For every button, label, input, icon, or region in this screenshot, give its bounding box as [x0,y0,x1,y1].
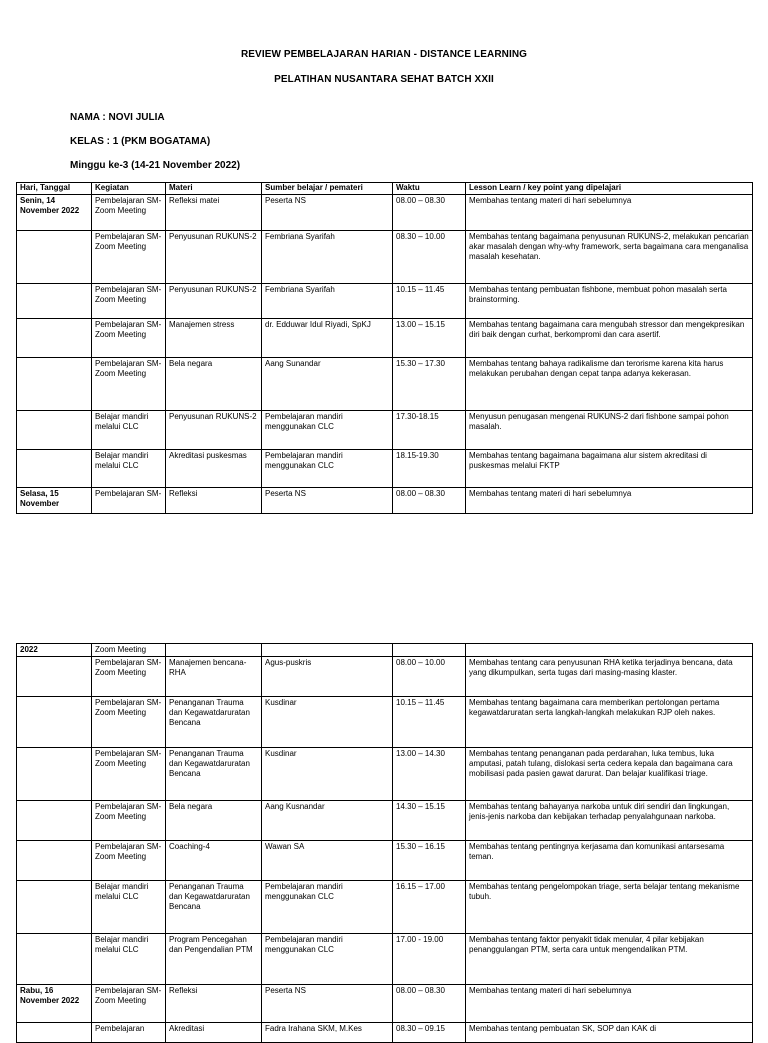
cell-waktu: 16.15 – 17.00 [393,881,466,934]
week-label: Minggu ke-3 (14-21 November 2022) [70,160,241,171]
column-header: Waktu [393,183,466,195]
cell-lesson: Membahas tentang materi di hari sebelumnya [466,488,753,514]
cell-day [17,411,92,450]
cell-waktu: 08.00 – 08.30 [393,488,466,514]
table-row [17,284,753,319]
cell-day [17,231,92,284]
cell-materi: Penyusunan RUKUNS-2 [166,411,262,450]
cell-lesson: Membahas tentang cara penyusunan RHA ketika terjadinya bencana, data yang dikumpulkan, serta tugas dari masing-masing klaster. [466,657,753,697]
cell-lesson: Membahas tentang pengelompokan triage, serta belajar tentang mekanisme tubuh. [466,881,753,934]
cell-day [17,284,92,319]
cell-lesson: Membahas tentang faktor penyakit tidak menular, 4 pilar kebijakan penanggulangan PTM, serta cara untuk mengendalikan PTM. [466,934,753,985]
cell-day: 2022 [17,644,92,657]
cell-sumber: Agus-puskris [262,657,393,697]
cell-lesson: Membahas tentang bagaimana penyusunan RUKUNS-2, melakukan pencarian akar masalah dengan why-why framework, serta bagaimana cara menganalisa masalah kesehatan. [466,231,753,284]
cell-materi: Penanganan Trauma dan Kegawatdaruratan Bencana [166,881,262,934]
cell-day [17,881,92,934]
cell-kegiatan: Zoom Meeting [92,644,166,657]
schedule-table-page2 [16,643,753,1043]
cell-sumber: Pembelajaran mandiri menggunakan CLC [262,411,393,450]
cell-materi: Program Pencegahan dan Pengendalian PTM [166,934,262,985]
document-subtitle: PELATIHAN NUSANTARA SEHAT BATCH XXII [274,74,494,85]
table-row [17,1023,753,1043]
cell-kegiatan: Pembelajaran SM- Zoom Meeting [92,841,166,881]
cell-lesson: Membahas tentang materi di hari sebelumnya [466,195,753,231]
cell-waktu: 17.30-18.15 [393,411,466,450]
cell-sumber: Pembelajaran mandiri menggunakan CLC [262,934,393,985]
cell-materi: Penyusunan RUKUNS-2 [166,284,262,319]
cell-lesson: Menyusun penugasan mengenai RUKUNS-2 dari fishbone sampai pohon masalah. [466,411,753,450]
cell-day [17,801,92,841]
cell-kegiatan: Pembelajaran SM- Zoom Meeting [92,284,166,319]
cell-waktu: 14.30 – 15.15 [393,801,466,841]
cell-day [17,841,92,881]
cell-waktu: 10.15 – 11.45 [393,284,466,319]
cell-kegiatan: Belajar mandiri melalui CLC [92,881,166,934]
cell-materi: Akreditasi puskesmas [166,450,262,488]
cell-sumber: Kusdinar [262,697,393,748]
cell-sumber: dr. Edduwar Idul Riyadi, SpKJ [262,319,393,358]
cell-waktu: 15.30 – 17.30 [393,358,466,411]
cell-sumber: Fembriana Syarifah [262,231,393,284]
cell-lesson: Membahas tentang bahayanya narkoba untuk diri sendiri dan lingkungan, jenis-jenis narkoba dan kebijakan terhadap penyalahgunaan narkoba. [466,801,753,841]
cell-materi: Refleksi matei [166,195,262,231]
table-row [17,358,753,411]
cell-waktu [393,644,466,657]
student-name: NAMA : NOVI JULIA [70,112,165,123]
cell-kegiatan: Pembelajaran SM- Zoom Meeting [92,657,166,697]
column-header: Kegiatan [92,183,166,195]
cell-sumber: Fembriana Syarifah [262,284,393,319]
cell-materi: Refleksi [166,985,262,1023]
table-row [17,488,753,514]
cell-waktu: 17.00 - 19.00 [393,934,466,985]
cell-materi [166,644,262,657]
cell-kegiatan: Pembelajaran SM- Zoom Meeting [92,801,166,841]
cell-materi: Akreditasi [166,1023,262,1043]
cell-kegiatan: Pembelajaran SM- Zoom Meeting [92,748,166,801]
cell-lesson: Membahas tentang pembuatan SK, SOP dan KAK di [466,1023,753,1043]
cell-lesson: Membahas tentang penanganan pada perdarahan, luka tembus, luka amputasi, patah tulang, dislokasi serta cedera kepala dan bagaimana cara mobilisasi pada pasien gawat darurat. Dan belajar kualifikasi triage. [466,748,753,801]
cell-waktu: 08.30 – 10.00 [393,231,466,284]
cell-sumber: Fadra Irahana SKM, M.Kes [262,1023,393,1043]
cell-waktu: 18.15-19.30 [393,450,466,488]
cell-materi: Penanganan Trauma dan Kegawatdaruratan Bencana [166,748,262,801]
cell-materi: Bela negara [166,801,262,841]
cell-kegiatan: Pembelajaran SM- Zoom Meeting [92,358,166,411]
table-row [17,934,753,985]
cell-day: Senin, 14 November 2022 [17,195,92,231]
cell-day: Rabu, 16 November 2022 [17,985,92,1023]
cell-lesson: Membahas tentang pentingnya kerjasama dan komunikasi antarsesama teman. [466,841,753,881]
cell-kegiatan: Pembelajaran SM- Zoom Meeting [92,985,166,1023]
cell-waktu: 13.00 – 14.30 [393,748,466,801]
cell-lesson: Membahas tentang pembuatan fishbone, membuat pohon masalah serta brainstorming. [466,284,753,319]
cell-kegiatan: Belajar mandiri melalui CLC [92,450,166,488]
cell-waktu: 08.00 – 08.30 [393,195,466,231]
cell-sumber: Aang Kusnandar [262,801,393,841]
table-row [17,657,753,697]
cell-materi: Bela negara [166,358,262,411]
cell-day [17,657,92,697]
cell-kegiatan: Pembelajaran SM- Zoom Meeting [92,195,166,231]
cell-day [17,319,92,358]
cell-sumber: Aang Sunandar [262,358,393,411]
cell-materi: Penanganan Trauma dan Kegawatdaruratan Bencana [166,697,262,748]
cell-waktu: 13.00 – 15.15 [393,319,466,358]
cell-kegiatan: Pembelajaran SM- Zoom Meeting [92,319,166,358]
table-row [17,644,753,657]
cell-materi: Penyusunan RUKUNS-2 [166,231,262,284]
cell-day [17,450,92,488]
document-title: REVIEW PEMBELAJARAN HARIAN - DISTANCE LEARNING [240,49,528,60]
table-row [17,881,753,934]
table-row [17,319,753,358]
table-row [17,985,753,1023]
cell-kegiatan: Pembelajaran SM- Zoom Meeting [92,231,166,284]
cell-day [17,748,92,801]
cell-waktu: 08.30 – 09.15 [393,1023,466,1043]
cell-sumber: Peserta NS [262,195,393,231]
cell-lesson: Membahas tentang bagaimana bagaimana alur sistem akreditasi di puskesmas melalui FKTP [466,450,753,488]
cell-sumber: Pembelajaran mandiri menggunakan CLC [262,450,393,488]
table-row [17,411,753,450]
cell-kegiatan: Belajar mandiri melalui CLC [92,934,166,985]
cell-materi: Refleksi [166,488,262,514]
cell-kegiatan: Belajar mandiri melalui CLC [92,411,166,450]
cell-lesson: Membahas tentang bagaimana cara memberikan pertolongan pertama kegawatdaruratan serta langkah-langkah melakukan RJP oleh nakes. [466,697,753,748]
cell-kegiatan: Pembelajaran SM- Zoom Meeting [92,697,166,748]
cell-sumber: Peserta NS [262,488,393,514]
table-row [17,801,753,841]
table-row [17,195,753,231]
cell-lesson: Membahas tentang bagaimana cara mengubah stressor dan mengekpresikan diri baik dengan curhat, berkompromi dan cara asertif. [466,319,753,358]
cell-lesson: Membahas tentang bahaya radikalisme dan terorisme karena kita harus melakukan perubahan dengan cepat tanpa adanya kekerasan. [466,358,753,411]
table-row [17,450,753,488]
cell-sumber: Kusdinar [262,748,393,801]
column-header: Hari, Tanggal [17,183,92,195]
cell-waktu: 10.15 – 11.45 [393,697,466,748]
cell-materi: Manajemen stress [166,319,262,358]
cell-sumber: Wawan SA [262,841,393,881]
table-row [17,231,753,284]
cell-materi: Manajemen bencana-RHA [166,657,262,697]
table-row [17,697,753,748]
cell-lesson: Membahas tentang materi di hari sebelumnya [466,985,753,1023]
cell-waktu: 15.30 – 16.15 [393,841,466,881]
cell-day [17,358,92,411]
cell-waktu: 08.00 – 10.00 [393,657,466,697]
schedule-table-page1 [16,182,753,514]
cell-kegiatan: Pembelajaran SM- [92,488,166,514]
cell-kegiatan: Pembelajaran [92,1023,166,1043]
student-class: KELAS : 1 (PKM BOGATAMA) [70,136,211,147]
cell-sumber: Peserta NS [262,985,393,1023]
cell-lesson [466,644,753,657]
cell-day [17,1023,92,1043]
cell-day [17,697,92,748]
column-header: Sumber belajar / pemateri [262,183,393,195]
table-row [17,748,753,801]
table-row [17,841,753,881]
cell-day: Selasa, 15 November [17,488,92,514]
column-header: Materi [166,183,262,195]
cell-waktu: 08.00 – 08.30 [393,985,466,1023]
cell-materi: Coaching-4 [166,841,262,881]
cell-sumber [262,644,393,657]
cell-day [17,934,92,985]
table-header-row [17,183,753,195]
cell-sumber: Pembelajaran mandiri menggunakan CLC [262,881,393,934]
column-header: Lesson Learn / key point yang dipelajari [466,183,753,195]
